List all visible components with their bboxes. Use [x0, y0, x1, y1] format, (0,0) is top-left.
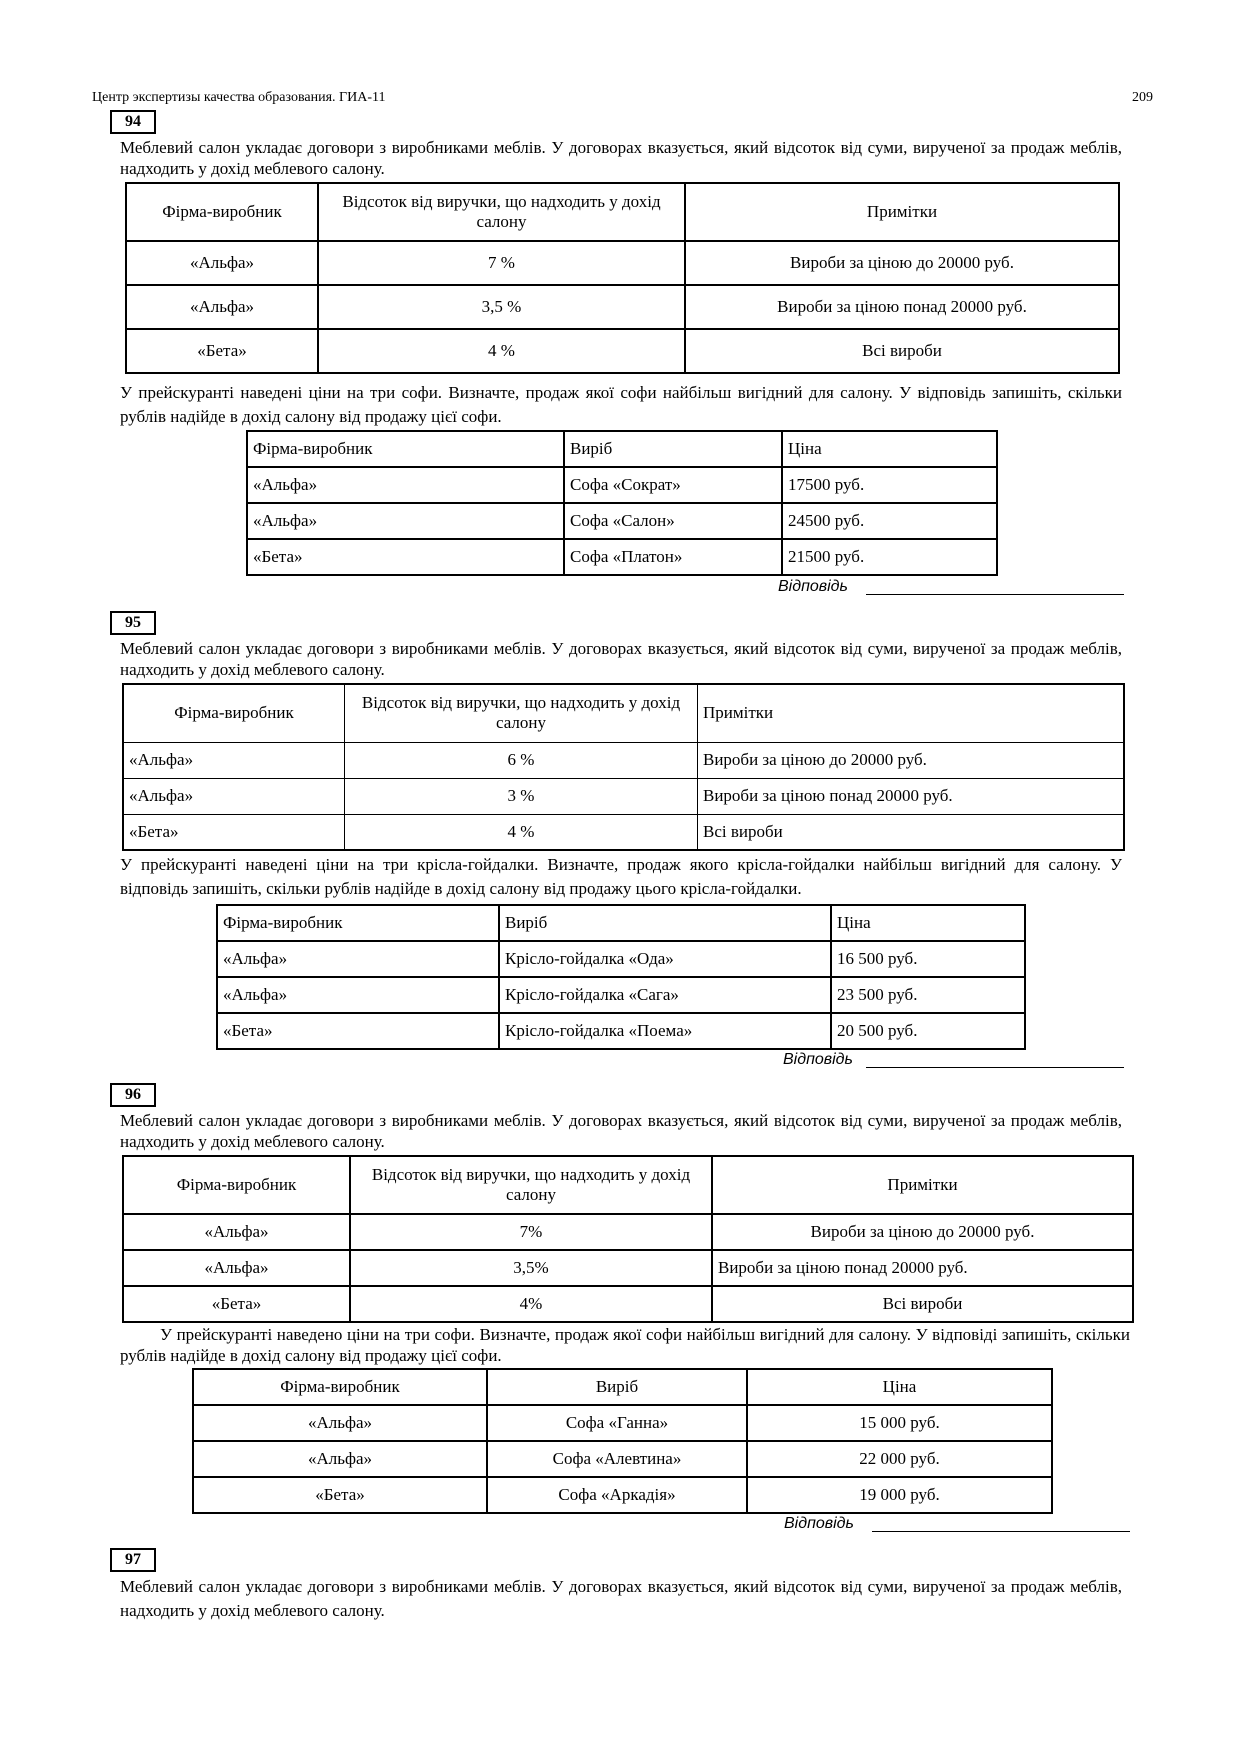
table-row	[126, 241, 1119, 285]
answer-line[interactable]	[866, 1067, 1124, 1068]
table-header-row	[193, 1369, 1052, 1405]
table-row	[123, 1214, 1133, 1250]
table-cell: 24500 руб.	[782, 503, 997, 539]
problem-intro: Меблевий салон укладає договори з виробниками меблів. У договорах вказується, який відсоток від суми, виручeної за продаж меблів, надходить у дохід меблевого салону.	[120, 1111, 1122, 1151]
table-cell: «Бета»	[247, 539, 564, 575]
table-header-cell: Фірма-виробник	[126, 183, 318, 241]
table-cell: «Бета»	[217, 1013, 499, 1049]
problem-number: 96	[110, 1083, 156, 1107]
answer-line[interactable]	[872, 1531, 1130, 1532]
table-header-row	[217, 905, 1025, 941]
table-cell: Вироби за ціною до 20000 руб.	[698, 742, 1125, 778]
contract-table	[122, 683, 1125, 851]
page-number: 209	[1132, 90, 1153, 105]
problem-question: У прейскуранті наведено ціни на три софи. Визначте, продаж якої софи найбільш вигідний для салону. У відповіді запишіть, скільки рублів надійде в дохід салону від продажу цієї софи.	[120, 1325, 1130, 1365]
table-header-cell: Примітки	[712, 1156, 1133, 1214]
table-header-cell: Ціна	[831, 905, 1025, 941]
problem-number: 95	[110, 611, 156, 635]
price-table	[216, 904, 1026, 1050]
table-cell: Вироби за ціною до 20000 руб.	[685, 241, 1119, 285]
table-header-row	[123, 684, 1124, 742]
table-cell: «Альфа»	[123, 1214, 350, 1250]
table-cell: «Бета»	[126, 329, 318, 373]
table-cell: 6 %	[345, 742, 698, 778]
problem-question: У прейскуранті наведені ціни на три софи. Визначте, продаж якої софи найбільш вигідний для салону. У відповідь запишіть, скільки рублів надійде в дохід салону від продажу цієї софи.	[120, 383, 1122, 426]
answer-label: Відповідь	[778, 578, 848, 595]
table-header-cell: Фірма-виробник	[247, 431, 564, 467]
table-cell: «Альфа»	[193, 1441, 487, 1477]
table-header-cell: Виріб	[564, 431, 782, 467]
table-row	[247, 467, 997, 503]
table-cell: 7%	[350, 1214, 712, 1250]
table-cell: Вироби за ціною понад 20000 руб.	[712, 1250, 1133, 1286]
table-cell: Вироби за ціною до 20000 руб.	[712, 1214, 1133, 1250]
table-cell: 23 500 руб.	[831, 977, 1025, 1013]
table-cell: Софа «Салон»	[564, 503, 782, 539]
table-cell: «Бета»	[123, 814, 345, 850]
table-cell: «Бета»	[123, 1286, 350, 1322]
table-header-cell: Фірма-виробник	[193, 1369, 487, 1405]
problem-number: 97	[110, 1548, 156, 1572]
table-row	[193, 1477, 1052, 1513]
table-cell: Софа «Алевтина»	[487, 1441, 747, 1477]
table-cell: Вироби за ціною понад 20000 руб.	[698, 778, 1125, 814]
table-cell: 3,5%	[350, 1250, 712, 1286]
table-header-cell: Відсоток від виручки, що надходить у дохід салону	[350, 1156, 712, 1214]
table-cell: Всі вироби	[698, 814, 1125, 850]
table-cell: «Альфа»	[193, 1405, 487, 1441]
table-cell: 15 000 руб.	[747, 1405, 1052, 1441]
table-row	[123, 814, 1124, 850]
contract-table	[122, 1155, 1134, 1323]
table-header-cell: Фірма-виробник	[217, 905, 499, 941]
table-row	[123, 742, 1124, 778]
table-cell: 3,5 %	[318, 285, 685, 329]
table-row	[123, 1250, 1133, 1286]
table-cell: Вироби за ціною понад 20000 руб.	[685, 285, 1119, 329]
table-cell: «Альфа»	[126, 241, 318, 285]
table-cell: «Альфа»	[123, 742, 345, 778]
problem-question: У прейскуранті наведені ціни на три крісла-гойдалки. Визначте, продаж якого крісла-гойдалки найбільш вигідний для салону. У відповідь запишіть, скільки рублів надійде в дохід салону від продажу цього крісла-гойдалки.	[120, 855, 1122, 898]
table-header-cell: Примітки	[685, 183, 1119, 241]
table-cell: Крісло-гойдалка «Ода»	[499, 941, 831, 977]
answer-label: Відповідь	[784, 1515, 854, 1532]
table-row	[123, 1286, 1133, 1322]
table-cell: Софа «Ганна»	[487, 1405, 747, 1441]
table-cell: 7 %	[318, 241, 685, 285]
table-header-cell: Ціна	[782, 431, 997, 467]
table-header-cell: Примітки	[698, 684, 1125, 742]
table-cell: Софа «Аркадія»	[487, 1477, 747, 1513]
table-header-row	[123, 1156, 1133, 1214]
table-cell: «Альфа»	[247, 467, 564, 503]
table-row	[247, 503, 997, 539]
table-cell: Всі вироби	[685, 329, 1119, 373]
table-header-row	[247, 431, 997, 467]
answer-label: Відповідь	[783, 1051, 853, 1068]
table-header-cell: Відсоток від виручки, що надходить у дохід салону	[318, 183, 685, 241]
table-cell: «Альфа»	[217, 941, 499, 977]
table-cell: 21500 руб.	[782, 539, 997, 575]
table-row	[193, 1405, 1052, 1441]
table-header-cell: Відсоток від виручки, що надходить у дохід салону	[345, 684, 698, 742]
table-cell: «Альфа»	[123, 778, 345, 814]
table-row	[217, 1013, 1025, 1049]
table-header-row	[126, 183, 1119, 241]
table-header-cell: Виріб	[499, 905, 831, 941]
answer-line[interactable]	[866, 594, 1124, 595]
table-header-cell: Фірма-виробник	[123, 1156, 350, 1214]
problem-intro: Меблевий салон укладає договори з виробниками меблів. У договорах вказується, який відсоток від суми, виручeної за продаж меблів, надходить у дохід меблевого салону.	[120, 1577, 1122, 1620]
table-header-cell: Фірма-виробник	[123, 684, 345, 742]
contract-table	[125, 182, 1120, 374]
table-cell: 22 000 руб.	[747, 1441, 1052, 1477]
price-table	[246, 430, 998, 576]
table-cell: Софа «Платон»	[564, 539, 782, 575]
table-cell: Крісло-гойдалка «Сага»	[499, 977, 831, 1013]
table-cell: 19 000 руб.	[747, 1477, 1052, 1513]
table-cell: «Бета»	[193, 1477, 487, 1513]
problem-intro: Меблевий салон укладає договори з виробниками меблів. У договорах вказується, який відсоток від суми, виручeної за продаж меблів, надходить у дохід меблевого салону.	[120, 639, 1122, 679]
page-header-title: Центр экспертизы качества образования. ГИА-11	[92, 90, 386, 105]
table-cell: 17500 руб.	[782, 467, 997, 503]
table-cell: 20 500 руб.	[831, 1013, 1025, 1049]
table-row	[126, 329, 1119, 373]
table-cell: Всі вироби	[712, 1286, 1133, 1322]
table-cell: 4 %	[345, 814, 698, 850]
table-header-cell: Ціна	[747, 1369, 1052, 1405]
table-cell: Крісло-гойдалка «Поема»	[499, 1013, 831, 1049]
table-cell: Софа «Сократ»	[564, 467, 782, 503]
price-table	[192, 1368, 1053, 1514]
table-cell: «Альфа»	[247, 503, 564, 539]
problem-intro: Меблевий салон укладає договори з виробниками меблів. У договорах вказується, який відсоток від суми, виручeної за продаж меблів, надходить у дохід меблевого салону.	[120, 138, 1122, 178]
table-cell: 4%	[350, 1286, 712, 1322]
table-cell: «Альфа»	[217, 977, 499, 1013]
table-cell: «Альфа»	[126, 285, 318, 329]
table-row	[217, 941, 1025, 977]
table-cell: 4 %	[318, 329, 685, 373]
problem-number: 94	[110, 110, 156, 134]
table-row	[123, 778, 1124, 814]
table-row	[193, 1441, 1052, 1477]
table-row	[126, 285, 1119, 329]
table-header-cell: Виріб	[487, 1369, 747, 1405]
table-row	[217, 977, 1025, 1013]
table-cell: 16 500 руб.	[831, 941, 1025, 977]
table-cell: «Альфа»	[123, 1250, 350, 1286]
table-cell: 3 %	[345, 778, 698, 814]
table-row	[247, 539, 997, 575]
